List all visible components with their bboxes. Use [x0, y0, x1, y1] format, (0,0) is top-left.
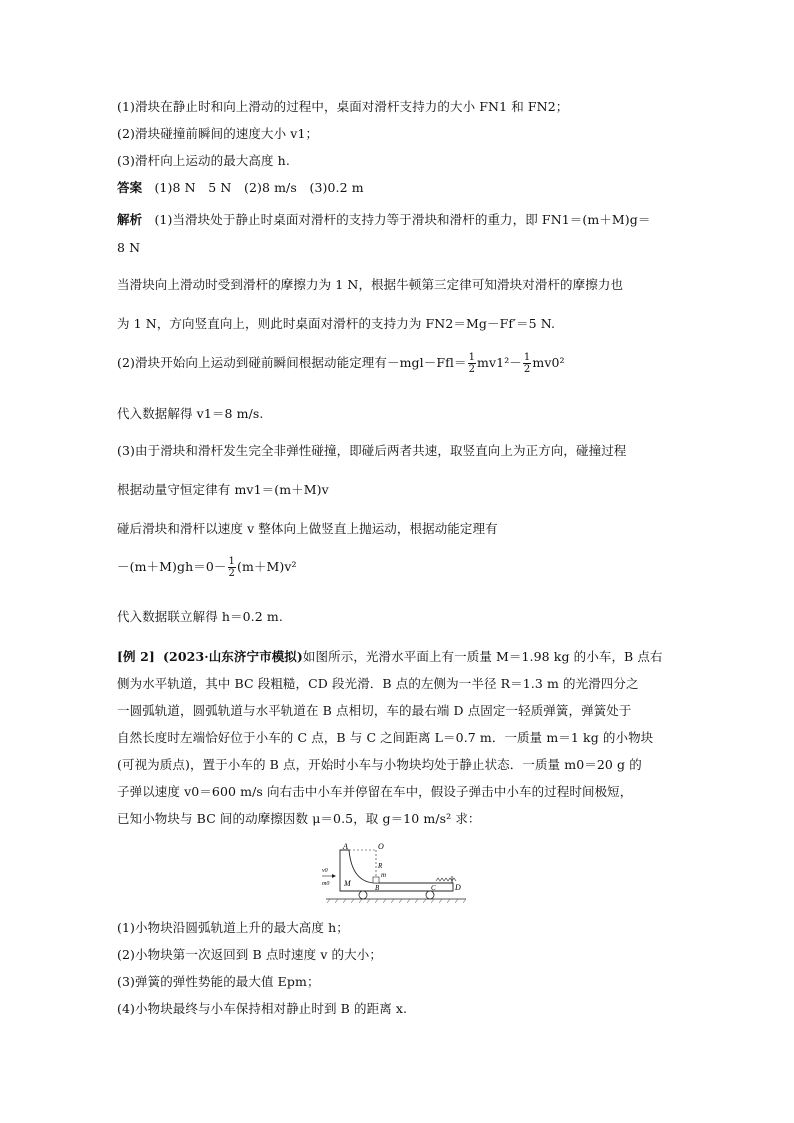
fraction-half	[468, 352, 476, 375]
equation-part: －(m＋M)gh＝0－	[117, 559, 227, 574]
example-text: 如图所示，光滑水平面上有一质量 M＝1.98 kg 的小车，B 点右	[302, 649, 663, 664]
wheel-right	[426, 891, 434, 899]
fraction-denominator: 2	[228, 568, 235, 579]
example2-question-1: (1)小物块沿圆弧轨道上升的最大高度 h；	[117, 920, 349, 935]
cart-diagram	[318, 842, 468, 904]
equation-part: (2)滑块开始向上运动到碰前瞬间根据动能定理有－mgl－Ffl＝	[117, 355, 467, 370]
equation-part: (m＋M)v²	[236, 559, 297, 574]
q1-line-2: (2)滑块碰撞前瞬间的速度大小 v1；	[117, 126, 319, 141]
analysis-text: (1)当滑块处于静止时桌面对滑杆的支持力等于滑块和滑杆的重力，即 FN1＝(m＋M)g＝	[154, 212, 651, 227]
label-A: A	[343, 842, 348, 851]
equation-part: mv1²－	[477, 355, 522, 370]
fraction-half	[523, 352, 531, 375]
label-m0: m0	[322, 881, 330, 887]
fraction-numerator: 1	[468, 352, 476, 363]
label-O: O	[378, 842, 384, 851]
analysis-line-4: 代入数据解得 v1＝8 m/s.	[117, 406, 264, 421]
example2-line-2: 侧为水平轨道，其中 BC 段粗糙，CD 段光滑．B 点的左侧为一半径 R＝1.3 m 的光滑四分之	[117, 676, 639, 691]
q1-line-1: (1)滑块在静止时和向上滑动的过程中，桌面对滑杆支持力的大小 FN1 和 FN2；	[117, 99, 569, 114]
example-source: (2023·山东济宁市模拟)	[163, 649, 303, 664]
example2-question-4: (4)小物块最终与小车保持相对静止时到 B 的距离 x.	[117, 1001, 408, 1016]
analysis-label: 解析	[117, 212, 143, 227]
label-C: C	[431, 884, 436, 892]
analysis-line-2a: 当滑块向上滑动时受到滑杆的摩擦力为 1 N，根据牛顿第三定律可知滑块对滑杆的摩擦力也	[117, 277, 624, 292]
label-B: B	[375, 884, 380, 892]
example2-line-4: 自然长度时左端恰好位于小车的 C 点，B 与 C 之间距离 L＝0.7 m．一质量 m＝1 kg 的小物块	[117, 730, 654, 745]
label-R: R	[378, 862, 383, 870]
spring	[436, 878, 456, 881]
example2-line-7: 已知小物块与 BC 间的动摩擦因数 μ＝0.5，取 g＝10 m/s² 求：	[117, 811, 481, 826]
label-M: M	[344, 879, 351, 888]
analysis-line-6: 根据动量守恒定律有 mv1＝(m＋M)v	[117, 482, 329, 497]
example2-question-2: (2)小物块第一次返回到 B 点时速度 v 的大小；	[117, 947, 382, 962]
analysis-line-1	[117, 210, 651, 228]
label-m: m	[381, 871, 387, 879]
wheel-left	[359, 891, 367, 899]
analysis-line-1b: 8 N	[117, 240, 141, 255]
analysis-line-3	[117, 352, 565, 375]
fraction-numerator: 1	[228, 556, 235, 567]
example2-question-3: (3)弹簧的弹性势能的最大值 Epm；	[117, 974, 320, 989]
q1-line-3: (3)滑杆向上运动的最大高度 h.	[117, 153, 290, 168]
equation-part: mv0²	[532, 355, 565, 370]
example-tag: [例 2]	[117, 649, 155, 664]
example2-line-1	[117, 647, 663, 665]
analysis-line-7: 碰后滑块和滑杆以速度 v 整体向上做竖直上抛运动，根据动能定理有	[117, 521, 498, 536]
label-v0: v0	[322, 868, 328, 874]
answer-label: 答案	[117, 180, 143, 195]
answer-line	[117, 178, 364, 196]
block-m	[373, 877, 379, 883]
fraction-denominator: 2	[523, 364, 531, 375]
example2-line-5: (可视为质点)，置于小车的 B 点，开始时小车与小物块均处于静止状态．一质量 m0＝20 g 的	[117, 757, 642, 772]
label-D: D	[455, 883, 461, 892]
example2-line-6: 子弹以速度 v0＝600 m/s 向右击中小车并停留在车中，假设子弹击中小车的过程时间极短，	[117, 784, 633, 799]
fraction-half	[228, 556, 236, 579]
analysis-line-8	[117, 556, 297, 579]
analysis-line-2b: 为 1 N，方向竖直向上，则此时桌面对滑杆的支持力为 FN2＝Mg－Ff′＝5 N.	[117, 316, 556, 331]
fraction-numerator: 1	[523, 352, 531, 363]
cart-body	[340, 850, 453, 891]
fraction-denominator: 2	[468, 364, 476, 375]
analysis-line-9: 代入数据联立解得 h＝0.2 m.	[117, 609, 283, 624]
answer-text: (1)8 N 5 N (2)8 m/s (3)0.2 m	[154, 180, 364, 195]
example2-line-3: 一圆弧轨道，圆弧轨道与水平轨道在 B 点相切，车的最右端 D 点固定一轻质弹簧，弹簧处于	[117, 703, 632, 718]
analysis-line-5: (3)由于滑块和滑杆发生完全非弹性碰撞，即碰后两者共速，取竖直向上为正方向，碰撞过程	[117, 443, 627, 458]
